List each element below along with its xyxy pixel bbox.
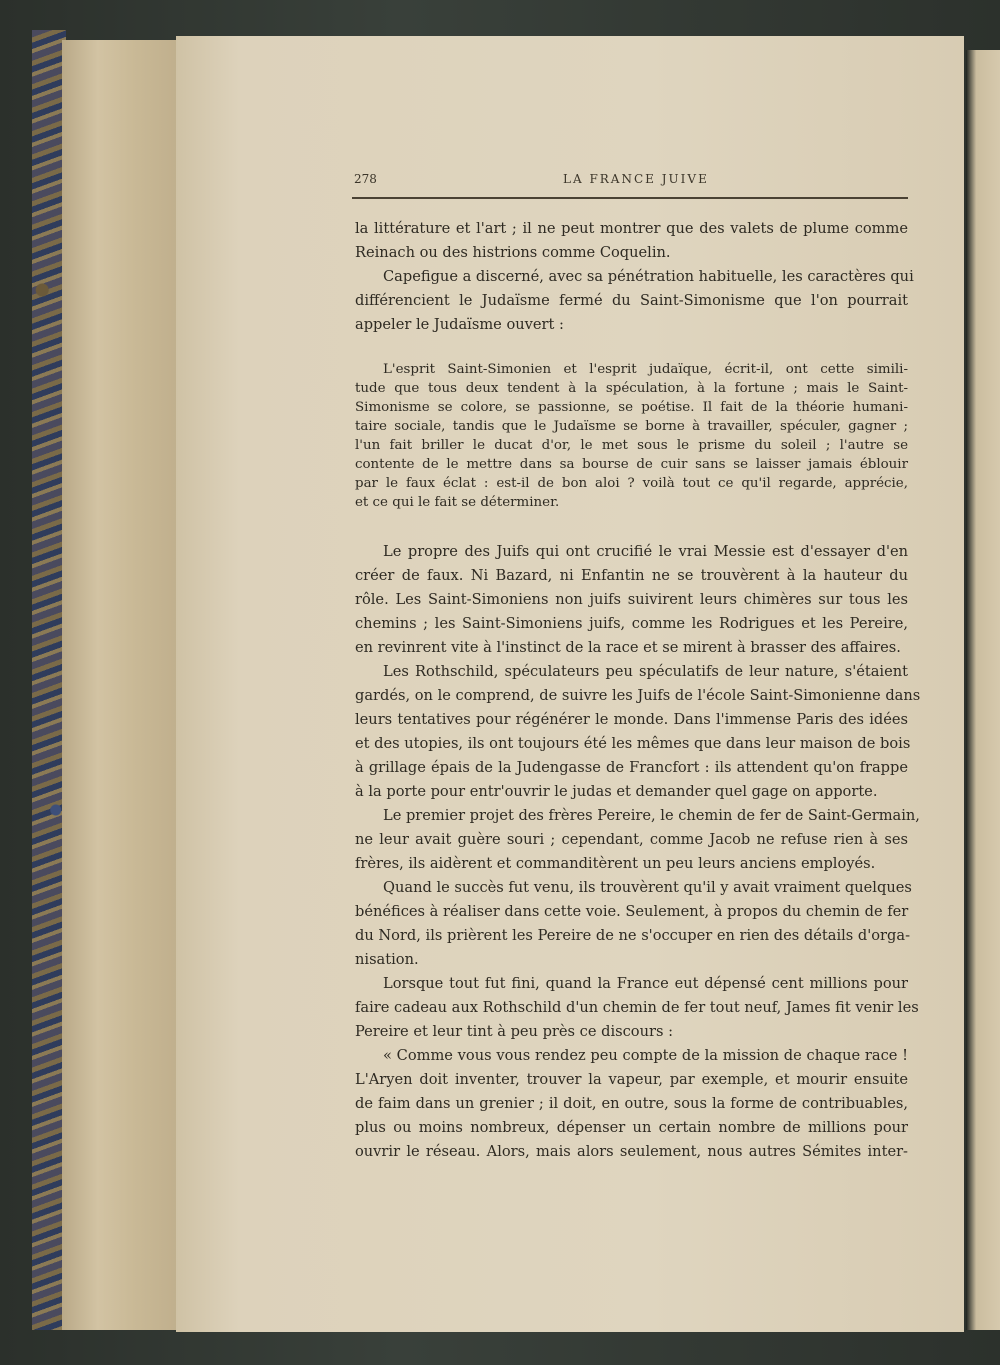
marbled-edge [32, 30, 66, 1330]
quote-line: tude que tous deux tendent à la spéculation, à la fortune ; mais le Saint- [355, 381, 908, 396]
text-line: la littérature et l'art ; il ne peut montrer que des valets de plume comme [355, 220, 908, 237]
text-line: du Nord, ils prièrent les Pereire de ne s'occuper en rien des détails d'orga- [355, 927, 911, 944]
text-line: Les Rothschild, spéculateurs peu spéculatifs de leur nature, s'étaient [383, 663, 908, 680]
text-line: frères, ils aidèrent et commanditèrent un peu leurs anciens employés. [355, 855, 876, 872]
text-line: appeler le Judaïsme ouvert : [355, 316, 564, 333]
quote-line: l'un fait briller le ducat d'or, le met sous le prisme du soleil ; l'autre se [355, 438, 908, 453]
running-title: LA FRANCE JUIVE [563, 172, 709, 186]
text-line: de faim dans un grenier ; il doit, en outre, sous la forme de contribuables, [355, 1095, 908, 1112]
text-line: Reinach ou des histrions comme Coquelin. [355, 244, 671, 261]
text-line: L'Aryen doit inventer, trouver la vapeur, par exemple, et mourir ensuite [355, 1071, 908, 1088]
page-block-edge [62, 40, 182, 1330]
text-line: différencient le Judaïsme fermé du Saint-Simonisme que l'on pourrait [355, 292, 908, 309]
text-line: gardés, on le comprend, de suivre les Juifs de l'école Saint-Simonienne dans [355, 687, 921, 704]
text-line: « Comme vous vous rendez peu compte de la mission de chaque race ! [383, 1047, 908, 1064]
text-line: à grillage épais de la Judengasse de Francfort : ils attendent qu'on frappe [355, 759, 908, 776]
page-number: 278 [354, 172, 377, 186]
text-line: chemins ; les Saint-Simoniens juifs, comme les Rodrigues et les Pereire, [355, 615, 908, 632]
text-line: Pereire et leur tint à peu près ce discours : [355, 1023, 673, 1040]
text-line: Quand le succès fut venu, ils trouvèrent qu'il y avait vraiment quelques [383, 879, 912, 896]
text-line: Le propre des Juifs qui ont crucifié le vrai Messie est d'essayer d'en [383, 543, 908, 560]
text-line: créer de faux. Ni Bazard, ni Enfantin ne se trouvèrent à la hauteur du [355, 567, 908, 584]
text-line: Lorsque tout fut fini, quand la France eut dépensé cent millions pour [383, 975, 908, 992]
text-line: plus ou moins nombreux, dépenser un certain nombre de millions pour [355, 1119, 908, 1136]
header-rule [352, 197, 908, 199]
text-line: rôle. Les Saint-Simoniens non juifs suivirent leurs chimères sur tous les [355, 591, 908, 608]
quote-line: L'esprit Saint-Simonien et l'esprit judaïque, écrit-il, ont cette simili- [383, 362, 908, 377]
text-line: ouvrir le réseau. Alors, mais alors seulement, nous autres Sémites inter- [355, 1143, 908, 1160]
text-line: Capefigue a discerné, avec sa pénétration habituelle, les caractères qui [383, 268, 914, 285]
quote-line: et ce qui le fait se déterminer. [355, 495, 560, 510]
quote-line: par le faux éclat : est-il de bon aloi ? voilà tout ce qu'il regarde, apprécie, [355, 476, 908, 491]
text-line: nisation. [355, 951, 419, 968]
text-line: faire cadeau aux Rothschild d'un chemin de fer tout neuf, James fit venir les [355, 999, 919, 1016]
quote-line: contente de le mettre dans sa bourse de cuir sans se laisser jamais éblouir [355, 457, 908, 472]
text-line: en revinrent vite à l'instinct de la race et se mirent à brasser des affaires. [355, 639, 901, 656]
text-line: à la porte pour entr'ouvrir le judas et demander quel gage on apporte. [355, 783, 878, 800]
text-line: bénéfices à réaliser dans cette voie. Seulement, à propos du chemin de fer [355, 903, 909, 920]
text-line: Le premier projet des frères Pereire, le chemin de fer de Saint-Germain, [383, 807, 920, 824]
text-line: leurs tentatives pour régénérer le monde. Dans l'immense Paris des idées [355, 711, 908, 728]
text-line: ne leur avait guère souri ; cependant, comme Jacob ne refuse rien à ses [355, 831, 908, 848]
facing-page-edge [966, 50, 1000, 1330]
quote-line: Simonisme se colore, se passionne, se poétise. Il fait de la théorie humani- [355, 400, 908, 415]
quote-line: taire sociale, tandis que le Judaïsme se borne à travailler, spéculer, gagner ; [355, 419, 908, 434]
text-line: et des utopies, ils ont toujours été les mêmes que dans leur maison de bois [355, 735, 911, 752]
